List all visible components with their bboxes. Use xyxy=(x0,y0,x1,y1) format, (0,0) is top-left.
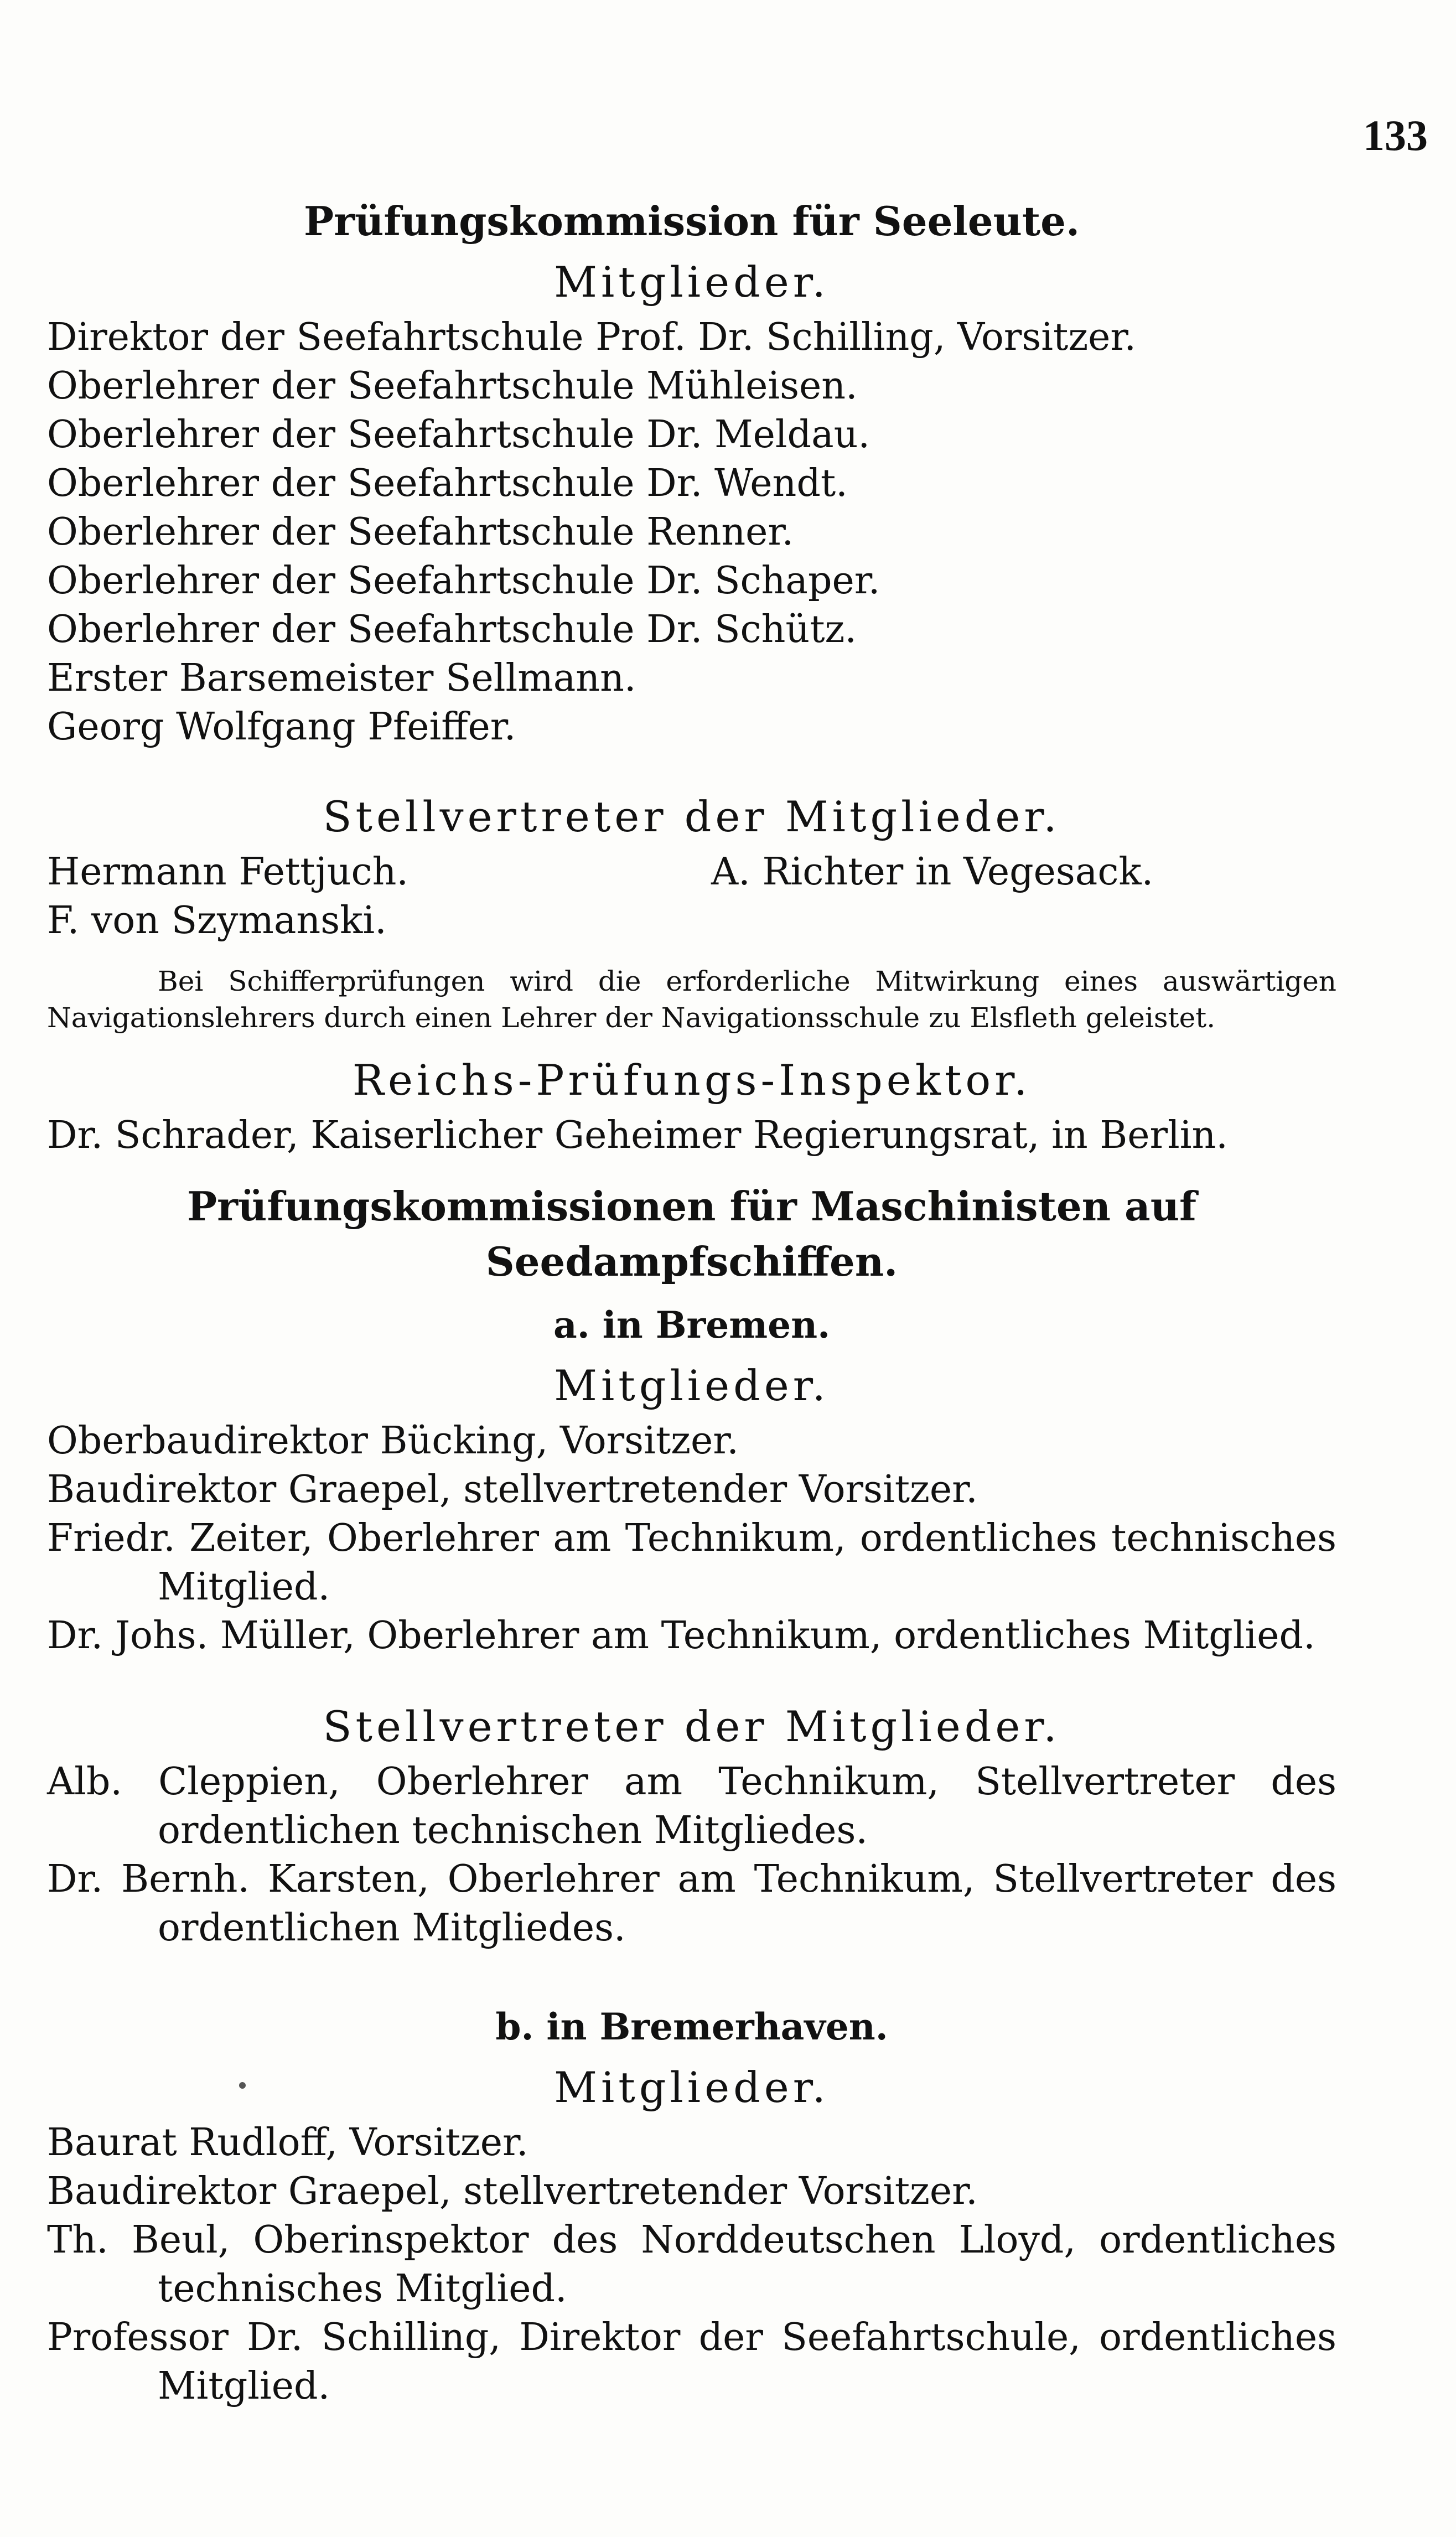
deputies-heading: Stellvertreter der Mitglieder. xyxy=(323,792,1061,841)
list-item: F. von Szymanski. xyxy=(47,899,387,943)
list-item: Baurat Rudloff, Vorsitzer. xyxy=(47,2121,528,2165)
list-item: Erster Barsemeister Sellmann. xyxy=(47,656,636,700)
inspector-heading: Reichs-Prüfungs-Inspektor. xyxy=(352,1055,1032,1105)
list-item: Dr. Bernh. Karsten, Oberlehrer am Technikum, Stellvertreter des ordentlichen Mitgliedes. xyxy=(47,1857,1336,1950)
inspector-entry: Dr. Schrader, Kaiserlicher Geheimer Regierungsrat, in Berlin. xyxy=(47,1114,1228,1157)
list-item: Oberlehrer der Seefahrtschule Mühleisen. xyxy=(47,364,858,408)
deputies-heading: Stellvertreter der Mitglieder. xyxy=(323,1702,1061,1751)
list-item: Dr. Johs. Müller, Oberlehrer am Technikum, ordentliches Mitglied. xyxy=(47,1614,1315,1658)
ink-speck xyxy=(239,2082,246,2089)
members-heading: Mitglieder. xyxy=(554,2063,830,2112)
members-heading: Mitglieder. xyxy=(554,257,830,307)
list-item: Oberlehrer der Seefahrtschule Dr. Wendt. xyxy=(47,462,848,505)
list-item: Georg Wolfgang Pfeiffer. xyxy=(47,705,516,749)
page-number: 133 xyxy=(1363,111,1428,159)
members-list-bremerhaven xyxy=(47,2119,1336,2411)
subtitle-bremerhaven: b. in Bremerhaven. xyxy=(495,2005,888,2048)
list-item: Oberlehrer der Seefahrtschule Dr. Schaper. xyxy=(47,559,880,603)
list-item: Alb. Cleppien, Oberlehrer am Technikum, Stellvertreter des ordentlichen technischen Mitgliedes. xyxy=(47,1760,1336,1852)
list-item: Hermann Fettjuch. xyxy=(47,850,409,894)
deputies-list-bremen xyxy=(47,1758,1336,1953)
list-item: Friedr. Zeiter, Oberlehrer am Technikum, ordentliches technisches Mitglied. xyxy=(47,1516,1336,1609)
list-item: Oberlehrer der Seefahrtschule Dr. Schütz. xyxy=(47,608,857,651)
list-item: Baudirektor Graepel, stellvertretender Vorsitzer. xyxy=(47,2170,978,2213)
section-title-maschinisten: Prüfungskommissionen für Maschinisten auf Seedampfschiffen. xyxy=(186,1183,1197,1285)
list-item: Professor Dr. Schilling, Direktor der Seefahrtschule, ordentliches Mitglied. xyxy=(47,2316,1336,2408)
list-item: Direktor der Seefahrtschule Prof. Dr. Schilling, Vorsitzer. xyxy=(47,315,1137,359)
list-item: A. Richter in Vegesack. xyxy=(711,850,1154,894)
members-list-bremen xyxy=(47,1417,1336,1660)
list-item: Th. Beul, Oberinspektor des Norddeutschen Lloyd, ordentliches technisches Mitglied. xyxy=(47,2218,1336,2311)
list-item: Baudirektor Graepel, stellvertretender Vorsitzer. xyxy=(47,1468,978,1511)
members-list-seeleute xyxy=(47,313,1336,752)
list-item: Oberlehrer der Seefahrtschule Dr. Meldau. xyxy=(47,413,871,457)
section-title-seeleute: Prüfungskommission für Seeleute. xyxy=(303,198,1080,245)
page-content xyxy=(47,194,1336,2411)
subtitle-bremen: a. in Bremen. xyxy=(553,1303,831,1347)
list-item: Oberbaudirektor Bücking, Vorsitzer. xyxy=(47,1419,739,1463)
deputies-list-seeleute xyxy=(47,848,1336,945)
footnote-navigation: Bei Schifferprüfungen wird die erforderliche Mitwirkung eines auswärtigen Navigationslehrers durch einen Lehrer der Navigationsschule zu Elsfleth geleistet. xyxy=(47,965,1336,1034)
members-heading: Mitglieder. xyxy=(554,1361,830,1410)
list-item: Oberlehrer der Seefahrtschule Renner. xyxy=(47,510,794,554)
